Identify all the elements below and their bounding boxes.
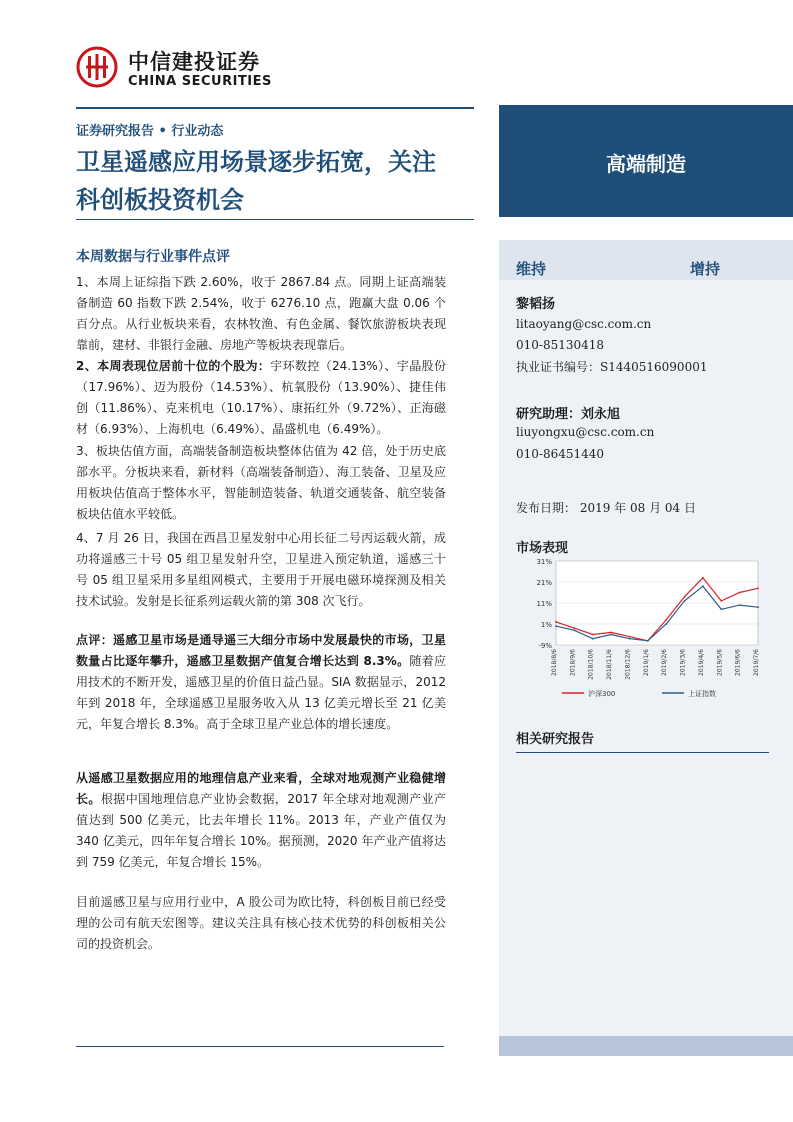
rating-value: 增持	[690, 260, 721, 278]
chart-xtick-label: 2019/1/6	[642, 649, 650, 676]
header-divider	[76, 107, 474, 109]
document-type: 证券研究报告 • 行业动态	[76, 124, 224, 139]
chart-xtick-label: 2018/9/6	[569, 649, 577, 676]
assistant-phone: 010-86451440	[516, 447, 605, 461]
paragraph-geo-industry	[76, 768, 446, 873]
chart-data-point	[592, 638, 594, 640]
chart-data-point	[720, 600, 722, 602]
chart-xtick-label: 2018/12/6	[624, 649, 632, 680]
chart-xtick-label: 2019/7/6	[753, 649, 760, 676]
paragraph-valuation: 3、板块估值方面，高端装备制造板块整体估值为 42 倍，处于历史底部水平。分板块来看，新材料（高端装备制造）、海工装备、卫星及应用板块估值高于整体水平，智能制造装备、轨道交通装备、航空装备板块估值水平较低。	[76, 444, 446, 521]
chart-data-point	[739, 604, 741, 606]
chart-xtick-label: 2018/11/6	[606, 649, 614, 680]
chart-data-point	[665, 623, 667, 625]
chart-data-point	[757, 587, 759, 589]
analyst-name: 黎韬扬	[516, 297, 556, 312]
related-reports-title: 相关研究报告	[516, 732, 595, 747]
analyst-email[interactable]: litaoyang@csc.com.cn	[516, 317, 652, 331]
geo-industry-text: 根据中国地理信息产业协会数据，2017 年全球对地观测产业产值达到 500 亿美元，比去年增长 11%。2013 年，产业产值仅为 340 亿美元，四年年复合增长 10%。据预测，2020 年产业产值将达到 759 亿美元，年复合增长 15%。	[76, 792, 446, 869]
chart-data-point	[720, 608, 722, 610]
chart-data-point	[610, 634, 612, 636]
chart-legend-label: 上证指数	[688, 690, 716, 698]
chart-xtick-label: 2018/8/6	[551, 649, 558, 676]
chart-xtick-label: 2018/10/6	[587, 649, 595, 680]
top-stocks-heading: 2、本周表现位居前十位的个股为：	[76, 359, 271, 373]
chart-data-point	[573, 629, 575, 631]
chart-xtick-label: 2019/3/6	[679, 649, 687, 676]
assistant-name: 研究助理：刘永旭	[516, 407, 621, 422]
comment-text: 随着应用技术的不断开发，遥感卫星的价值日益凸显。SIA 数据显示，2012 年到 2018 年，全球遥感卫星服务收入从 13 亿美元增长至 21 亿美元，年复合增长 8.3%。高于全球卫星产业总体的增长速度。	[76, 654, 446, 731]
related-reports-divider	[516, 752, 769, 753]
rating-label: 维持	[516, 260, 547, 278]
footer-divider	[76, 1046, 444, 1047]
chart-data-point	[739, 592, 741, 594]
paragraph-launch-event: 4、7 月 26 日，我国在西昌卫星发射中心用长征二号丙运载火箭，成功将遥感三十号 05 组卫星发射升空，卫星进入预定轨道，遥感三十号 05 组卫星采用多星组网模式，主要用于开展电磁环境探测及相关技术试验。发射是长征系列运载火箭的第 308 次飞行。	[76, 531, 446, 608]
chart-data-point	[647, 640, 649, 642]
assistant-email[interactable]: liuyongxu@csc.com.cn	[516, 425, 655, 439]
chart-data-point	[757, 606, 759, 608]
comment-highlight: 点评：遥感卫星市场是通导遥三大细分市场中发展最快的市场，卫星数量占比逐年攀升，遥感卫星数据产值复合增长达到 8.3%。	[76, 633, 446, 668]
chart-xtick-label: 2019/5/6	[716, 649, 724, 676]
chart-ytick-label: -9%	[538, 642, 552, 650]
analyst-cert: 执业证书编号：S1440516090001	[516, 360, 708, 374]
brand-name-en: CHINA SECURITIES	[128, 74, 272, 89]
analyst-phone: 010-85130418	[516, 338, 605, 352]
sidebar-footer-band	[499, 1036, 793, 1056]
chart-data-point	[629, 636, 631, 638]
chart-ytick-label: 11%	[536, 600, 552, 608]
chart-ytick-label: 31%	[536, 558, 552, 566]
china-securities-logo-icon	[76, 46, 118, 88]
chart-data-point	[573, 627, 575, 629]
chart-data-point	[665, 619, 667, 621]
chart-ytick-label: 1%	[540, 621, 552, 629]
geo-industry-highlight: 从遥感卫星数据应用的地理信息产业来看，全球对地观测产业稳健增长。	[76, 771, 446, 806]
chart-data-point	[702, 577, 704, 579]
chart-data-point	[610, 632, 612, 634]
chart-legend-label: 沪深300	[588, 690, 616, 698]
sector-name: 高端制造	[606, 152, 686, 176]
report-title-line1: 卫星遥感应用场景逐步拓宽，关注	[76, 148, 436, 176]
top-stocks-list: 宇环数控（24.13%）、宇晶股份（17.96%）、迈为股份（14.53%）、杭氧股份（13.90%）、捷佳伟创（11.86%）、克来机电（10.17%）、康拓红外（9.72%）、正海磁材（6.93%）、上海机电（6.49%）、晶盛机电（6.49%）。	[76, 359, 446, 436]
chart-xtick-label: 2019/2/6	[661, 649, 669, 676]
market-performance-chart	[510, 555, 772, 705]
chart-data-point	[684, 596, 686, 598]
chart-data-point	[555, 621, 557, 623]
paragraph-comment	[76, 630, 446, 735]
chart-data-point	[592, 634, 594, 636]
market-performance-title: 市场表现	[516, 541, 569, 556]
chart-data-point	[702, 585, 704, 587]
title-divider	[76, 219, 474, 220]
chart-data-point	[629, 638, 631, 640]
paragraph-recommendation: 目前遥感卫星与应用行业中，A 股公司为欧比特，科创板目前已经受理的公司有航天宏图等。建议关注具有核心技术优势的科创板相关公司的投资机会。	[76, 895, 446, 951]
chart-xtick-label: 2019/4/6	[697, 649, 705, 676]
chart-data-point	[684, 600, 686, 602]
chart-ytick-label: 21%	[536, 579, 552, 587]
chart-xtick-label: 2019/6/6	[734, 649, 742, 676]
report-title	[76, 143, 486, 219]
report-title-line2: 科创板投资机会	[76, 186, 244, 214]
brand-name-cn: 中信建投证券	[128, 50, 260, 74]
paragraph-market-index: 1、本周上证综指下跌 2.60%，收于 2867.84 点。同期上证高端装备制造 60 指数下跌 2.54%，收于 6276.10 点，跑赢大盘 0.06 个百分点。从行业板块来看，农林牧渔、有色金属、餐饮旅游板块表现靠前，建材、非银行金融、房地产等板块表现靠后。	[76, 275, 446, 352]
paragraph-top-stocks	[76, 356, 446, 440]
section-title: 本周数据与行业事件点评	[76, 249, 230, 265]
publish-date: 发布日期： 2019 年 08 月 04 日	[516, 501, 696, 515]
chart-data-point	[555, 625, 557, 627]
